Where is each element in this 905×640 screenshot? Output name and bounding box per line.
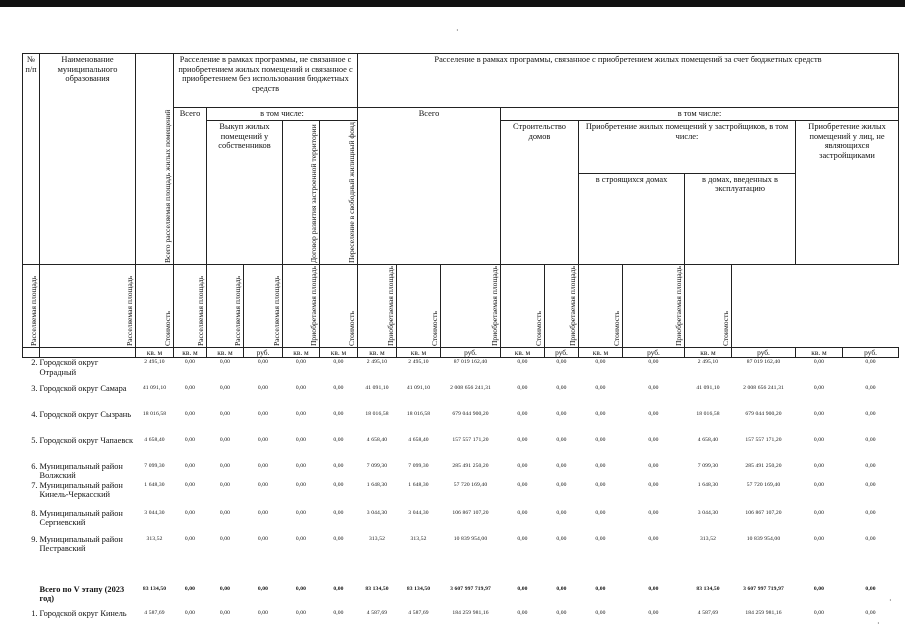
- value-cell: 0,00: [184, 462, 196, 469]
- value-cell: 0,00: [595, 609, 606, 616]
- col-no-header: № п/п: [23, 54, 40, 265]
- table-row: [23, 481, 899, 509]
- value-cell: 0,00: [556, 462, 567, 469]
- subheader-acquired-area: Приобретаемая площадь: [545, 265, 579, 348]
- subheader-resettled-area: Расселяемая площадь: [174, 265, 207, 348]
- value-cell: 0,00: [219, 436, 231, 443]
- value-cell: 0,00: [333, 462, 344, 469]
- value-cell: 0,00: [219, 462, 231, 469]
- value-cell: 0,00: [184, 535, 196, 542]
- subheader-resettled-area: Расселяемая площадь: [40, 265, 136, 348]
- value-cell: 0,00: [184, 585, 196, 592]
- municipality-name: Муниципальный район Сергиевский: [39, 508, 123, 528]
- value-cell: 4 658,40: [408, 436, 429, 443]
- value-cell: 0,00: [333, 384, 344, 391]
- value-cell: 83 134,50: [696, 585, 720, 592]
- subheader-acquired-area: Приобретаемая площадь: [283, 265, 320, 348]
- value-cell: 0,00: [595, 462, 606, 469]
- unit-cell: кв. м: [685, 348, 732, 358]
- value-cell: 18 016,58: [696, 410, 720, 417]
- value-cell: 285 491 250,20: [452, 462, 489, 469]
- value-cell: 0,00: [517, 585, 528, 592]
- value-cell: 285 491 250,20: [745, 462, 782, 469]
- total-row: [23, 585, 899, 609]
- acq-developers-header: Приобретение жилых помещений у застройщиков, в том числе:: [579, 121, 796, 174]
- value-cell: 57 720 169,40: [746, 481, 781, 488]
- value-cell: 0,00: [219, 535, 231, 542]
- value-cell: 313,52: [369, 535, 385, 542]
- value-cell: 0,00: [257, 481, 269, 488]
- scan-speck: ·: [889, 596, 892, 605]
- value-cell: 0,00: [257, 462, 269, 469]
- value-cell: 4 658,40: [144, 436, 165, 443]
- value-cell: 0,00: [813, 384, 825, 391]
- value-cell: 0,00: [295, 384, 307, 391]
- value-cell: 0,00: [257, 410, 269, 417]
- value-cell: 2 495,10: [408, 359, 429, 366]
- unit-cell: кв. м: [174, 348, 207, 358]
- subheader-cost: Стоимость: [685, 265, 732, 348]
- in-operation-header: в домах, введенных в эксплуатацию: [685, 173, 796, 264]
- value-cell: 0,00: [556, 509, 567, 516]
- value-cell: 41 091,10: [406, 384, 431, 391]
- value-cell: 3 607 997 719,97: [743, 585, 784, 592]
- value-cell: 2 495,10: [144, 359, 165, 366]
- value-cell: 0,00: [333, 585, 344, 592]
- subheader-cost: Стоимость: [320, 265, 358, 348]
- unit-cell: кв. м: [207, 348, 244, 358]
- value-cell: 157 557 171,20: [452, 436, 489, 443]
- value-cell: 0,00: [813, 462, 825, 469]
- table-row: [23, 384, 899, 410]
- value-cell: 313,52: [410, 535, 427, 542]
- value-cell: 0,00: [333, 509, 344, 516]
- value-cell: 0,00: [813, 359, 825, 366]
- value-cell: 0,00: [219, 585, 231, 592]
- value-cell: 4 658,40: [366, 436, 388, 443]
- unit-cell: руб.: [623, 348, 685, 358]
- unit-cell: руб.: [843, 348, 899, 358]
- unit-cell: кв. м: [501, 348, 545, 358]
- value-cell: 0,00: [865, 535, 876, 542]
- value-cell: 0,00: [556, 359, 567, 366]
- vsego-header: Всего: [174, 108, 207, 265]
- value-cell: 0,00: [333, 609, 344, 616]
- value-cell: 0,00: [648, 481, 659, 488]
- value-cell: 184 259 981,16: [452, 609, 489, 616]
- table-row: [23, 609, 899, 637]
- value-cell: 0,00: [865, 410, 876, 417]
- value-cell: 0,00: [648, 609, 659, 616]
- value-cell: 0,00: [295, 535, 307, 542]
- value-cell: 0,00: [865, 462, 876, 469]
- scan-speck: ·: [877, 619, 880, 628]
- value-cell: 0,00: [813, 609, 825, 616]
- resettlement-table: [22, 53, 899, 637]
- value-cell: 0,00: [595, 535, 606, 542]
- value-cell: 0,00: [556, 436, 567, 443]
- value-cell: 0,00: [295, 462, 307, 469]
- value-cell: 0,00: [517, 359, 528, 366]
- value-cell: 157 557 171,20: [745, 436, 782, 443]
- municipality-name: Муниципальный район Волжский: [39, 461, 123, 481]
- unit-cell: руб.: [244, 348, 283, 358]
- value-cell: 0,00: [184, 609, 196, 616]
- value-cell: 7 099,30: [366, 462, 388, 469]
- value-cell: 0,00: [184, 410, 196, 417]
- municipality-name: Городской округ Сызрань: [39, 409, 132, 419]
- buyout-header: Выкуп жилых помещений у собственников: [207, 121, 283, 265]
- value-cell: 0,00: [865, 609, 876, 616]
- value-cell: 0,00: [865, 585, 876, 592]
- value-cell: 2 495,10: [697, 359, 719, 366]
- value-cell: 0,00: [595, 509, 606, 516]
- value-cell: 0,00: [517, 410, 528, 417]
- municipality-name: Городской округ Чапаевск: [39, 435, 134, 445]
- value-cell: 0,00: [556, 384, 567, 391]
- value-cell: 0,00: [556, 609, 567, 616]
- value-cell: 87 019 162,40: [746, 359, 781, 366]
- row-number: 1.: [31, 608, 38, 618]
- value-cell: 0,00: [648, 509, 659, 516]
- value-cell: 18 016,58: [406, 410, 431, 417]
- subheader-cost: Стоимость: [136, 265, 174, 348]
- value-cell: 83 134,50: [142, 585, 167, 592]
- subheader-resettled-area: Расселяемая площадь: [244, 265, 283, 348]
- value-cell: 0,00: [295, 481, 307, 488]
- unit-cell: кв. м: [320, 348, 358, 358]
- value-cell: 2 008 656 241,31: [450, 384, 491, 391]
- value-cell: 3 044,30: [697, 509, 719, 516]
- subheader-resettled-area: Расселяемая площадь: [23, 265, 40, 348]
- value-cell: 3 044,30: [366, 509, 388, 516]
- value-cell: 106 867 107,20: [452, 509, 489, 516]
- table-row: [23, 436, 899, 462]
- value-cell: 18 016,58: [142, 410, 167, 417]
- row-name-cell: [23, 436, 136, 462]
- value-cell: 4 658,40: [697, 436, 719, 443]
- scan-top-border: [0, 0, 905, 7]
- value-cell: 0,00: [257, 609, 269, 616]
- table-row: [23, 410, 899, 436]
- value-cell: 0,00: [517, 509, 528, 516]
- value-cell: 7 099,30: [144, 462, 165, 469]
- value-cell: 57 720 169,40: [453, 481, 488, 488]
- row-number: 4.: [31, 409, 38, 419]
- value-cell: 0,00: [813, 509, 825, 516]
- value-cell: 0,00: [219, 481, 231, 488]
- value-cell: 679 044 900,20: [745, 410, 782, 417]
- value-cell: 41 091,10: [696, 384, 720, 391]
- unit-cell: руб.: [732, 348, 796, 358]
- row-number: 6.: [31, 461, 38, 471]
- value-cell: 0,00: [184, 359, 196, 366]
- value-cell: 4 587,69: [144, 609, 165, 616]
- unit-cell: кв. м: [358, 348, 397, 358]
- value-cell: 10 839 954,00: [746, 535, 781, 542]
- value-cell: 4 587,69: [408, 609, 429, 616]
- value-cell: 4 587,69: [366, 609, 388, 616]
- subheader-resettled-area: Расселяемая площадь: [207, 265, 244, 348]
- value-cell: 2 495,10: [366, 359, 388, 366]
- value-cell: 0,00: [595, 384, 606, 391]
- unit-cell: руб.: [441, 348, 501, 358]
- value-cell: 0,00: [295, 410, 307, 417]
- value-cell: 0,00: [813, 436, 825, 443]
- value-cell: 3 044,30: [408, 509, 429, 516]
- value-cell: 1 648,30: [697, 481, 719, 488]
- in-that-number-budget-header: в том числе:: [501, 108, 899, 121]
- group-budget-header: Расселение в рамках программы, связанное с приобретением жилых помещений за счет бюджетных средств: [358, 54, 899, 108]
- value-cell: 0,00: [556, 481, 567, 488]
- table-row: [23, 509, 899, 535]
- value-cell: 0,00: [219, 359, 231, 366]
- subheader-cost: Стоимость: [579, 265, 623, 348]
- value-cell: 0,00: [184, 384, 196, 391]
- value-cell: 0,00: [648, 436, 659, 443]
- value-cell: 1 648,30: [408, 481, 429, 488]
- construction-header: Строительство домов: [501, 121, 579, 265]
- value-cell: 2 008 656 241,31: [743, 384, 784, 391]
- municipality-name: Муниципальный район Пестравский: [39, 534, 123, 554]
- value-cell: 184 259 981,16: [745, 609, 782, 616]
- value-cell: 0,00: [556, 410, 567, 417]
- row-number: 3.: [31, 383, 38, 393]
- value-cell: 0,00: [556, 585, 567, 592]
- value-cell: 7 099,30: [408, 462, 429, 469]
- row-name-cell: [23, 384, 136, 410]
- value-cell: 0,00: [595, 410, 606, 417]
- unit-cell: кв. м: [397, 348, 441, 358]
- row-number: 9.: [31, 534, 38, 544]
- value-cell: 0,00: [813, 535, 825, 542]
- municipality-name: Городской округ Самара: [39, 383, 127, 393]
- value-cell: 3 607 997 719,97: [450, 585, 491, 592]
- value-cell: 0,00: [865, 384, 876, 391]
- value-cell: 0,00: [813, 585, 825, 592]
- value-cell: 0,00: [257, 384, 269, 391]
- value-cell: 0,00: [219, 410, 231, 417]
- subheader-acquired-area: Приобретаемая площадь: [358, 265, 397, 348]
- value-cell: 313,52: [146, 535, 163, 542]
- value-cell: 0,00: [184, 481, 196, 488]
- value-cell: 0,00: [295, 436, 307, 443]
- value-cell: 83 134,50: [365, 585, 389, 592]
- row-name-cell: [23, 585, 136, 609]
- value-cell: 10 839 954,00: [453, 535, 488, 542]
- row-name-cell: [23, 410, 136, 436]
- value-cell: 0,00: [184, 436, 196, 443]
- municipality-name: Городской округ Отрадный: [39, 358, 99, 377]
- municipality-name: Городской округ Кинель: [39, 608, 127, 618]
- group-no-budget-header: Расселение в рамках программы, не связанное с приобретением жилых помещений и связанное с приобретением без использования бюджетных средств: [174, 54, 358, 108]
- vsego-budget-header: Всего: [358, 108, 501, 265]
- value-cell: 0,00: [813, 410, 825, 417]
- value-cell: 0,00: [295, 609, 307, 616]
- value-cell: 0,00: [595, 359, 606, 366]
- value-cell: 0,00: [595, 481, 606, 488]
- municipality-name: Муниципальный район Кинель-Черкасский: [39, 480, 123, 500]
- free-fund-header: Переселение в свободный жилищный фонд: [320, 121, 358, 265]
- value-cell: 0,00: [517, 384, 528, 391]
- value-cell: 7 099,30: [697, 462, 719, 469]
- unit-cell: руб.: [545, 348, 579, 358]
- value-cell: 0,00: [257, 359, 269, 366]
- value-cell: 83 134,50: [406, 585, 431, 592]
- value-cell: 0,00: [517, 481, 528, 488]
- value-cell: 0,00: [517, 609, 528, 616]
- row-number: 5.: [31, 435, 38, 445]
- value-cell: 0,00: [595, 585, 606, 592]
- value-cell: 0,00: [648, 384, 659, 391]
- value-cell: 0,00: [295, 509, 307, 516]
- under-construction-header: в строящихся домах: [579, 173, 685, 264]
- value-cell: 0,00: [648, 410, 659, 417]
- row-name-cell: [23, 509, 136, 535]
- value-cell: 0,00: [648, 535, 659, 542]
- unit-cell: кв. м: [579, 348, 623, 358]
- value-cell: 0,00: [295, 585, 307, 592]
- value-cell: 106 867 107,20: [745, 509, 782, 516]
- value-cell: 0,00: [813, 481, 825, 488]
- value-cell: 41 091,10: [365, 384, 389, 391]
- subheader-acquired-area: Приобретаемая площадь: [441, 265, 501, 348]
- units-row: [23, 348, 899, 358]
- subheader-cost: Стоимость: [397, 265, 441, 348]
- value-cell: 0,00: [257, 509, 269, 516]
- value-cell: 41 091,10: [142, 384, 167, 391]
- value-cell: 0,00: [517, 535, 528, 542]
- table-row: [23, 535, 899, 585]
- col-total-area-header: Всего расселяемая площадь жилых помещений: [136, 54, 174, 265]
- row-name-cell: [23, 481, 136, 509]
- municipality-name: Всего по V этапу (2023 год): [39, 584, 125, 604]
- value-cell: 0,00: [517, 462, 528, 469]
- unit-cell: кв. м: [283, 348, 320, 358]
- value-cell: 0,00: [865, 481, 876, 488]
- scan-speck: ·: [456, 26, 459, 35]
- value-cell: 87 019 162,40: [453, 359, 488, 366]
- value-cell: 0,00: [219, 384, 231, 391]
- value-cell: 3 044,30: [144, 509, 165, 516]
- value-cell: 0,00: [333, 436, 344, 443]
- value-cell: 0,00: [333, 535, 344, 542]
- row-number: 2.: [31, 358, 38, 368]
- value-cell: 1 648,30: [366, 481, 388, 488]
- value-cell: 0,00: [333, 359, 344, 366]
- row-number: 7.: [31, 480, 38, 490]
- value-cell: 0,00: [648, 585, 659, 592]
- value-cell: 679 044 900,20: [452, 410, 489, 417]
- value-cell: 0,00: [648, 359, 659, 366]
- contract-header: Договор развития застроенной территории: [283, 121, 320, 265]
- value-cell: 0,00: [556, 535, 567, 542]
- table-row: [23, 358, 899, 384]
- value-cell: 1 648,30: [144, 481, 165, 488]
- acq-non-developers-header: Приобретение жилых помещений у лиц, не являющихся застройщиками: [796, 121, 899, 265]
- in-that-number-header: в том числе:: [207, 108, 358, 121]
- value-cell: 313,52: [700, 535, 716, 542]
- value-cell: 0,00: [333, 410, 344, 417]
- value-cell: 0,00: [517, 436, 528, 443]
- value-cell: 0,00: [295, 359, 307, 366]
- row-name-cell: [23, 535, 136, 585]
- col-name-header: Наименование муниципального образования: [40, 54, 136, 265]
- value-cell: 0,00: [865, 359, 876, 366]
- table-body: [23, 358, 899, 637]
- row-name-cell: [23, 462, 136, 481]
- unit-cell: кв. м: [136, 348, 174, 358]
- subheader-acquired-area: Приобретаемая площадь: [623, 265, 685, 348]
- value-cell: 0,00: [219, 609, 231, 616]
- row-name-cell: [23, 358, 136, 384]
- value-cell: 0,00: [184, 509, 196, 516]
- value-cell: 0,00: [648, 462, 659, 469]
- row-number: 8.: [31, 508, 38, 518]
- value-cell: 0,00: [865, 509, 876, 516]
- value-cell: 0,00: [219, 509, 231, 516]
- value-cell: 0,00: [333, 481, 344, 488]
- value-cell: 0,00: [257, 585, 269, 592]
- table-row: [23, 462, 899, 481]
- value-cell: 0,00: [257, 436, 269, 443]
- value-cell: 0,00: [865, 436, 876, 443]
- row-name-cell: [23, 609, 136, 637]
- unit-cell: кв. м: [796, 348, 843, 358]
- value-cell: 4 587,69: [697, 609, 719, 616]
- value-cell: 0,00: [595, 436, 606, 443]
- value-cell: 0,00: [257, 535, 269, 542]
- subheader-cost: Стоимость: [501, 265, 545, 348]
- value-cell: 18 016,58: [365, 410, 389, 417]
